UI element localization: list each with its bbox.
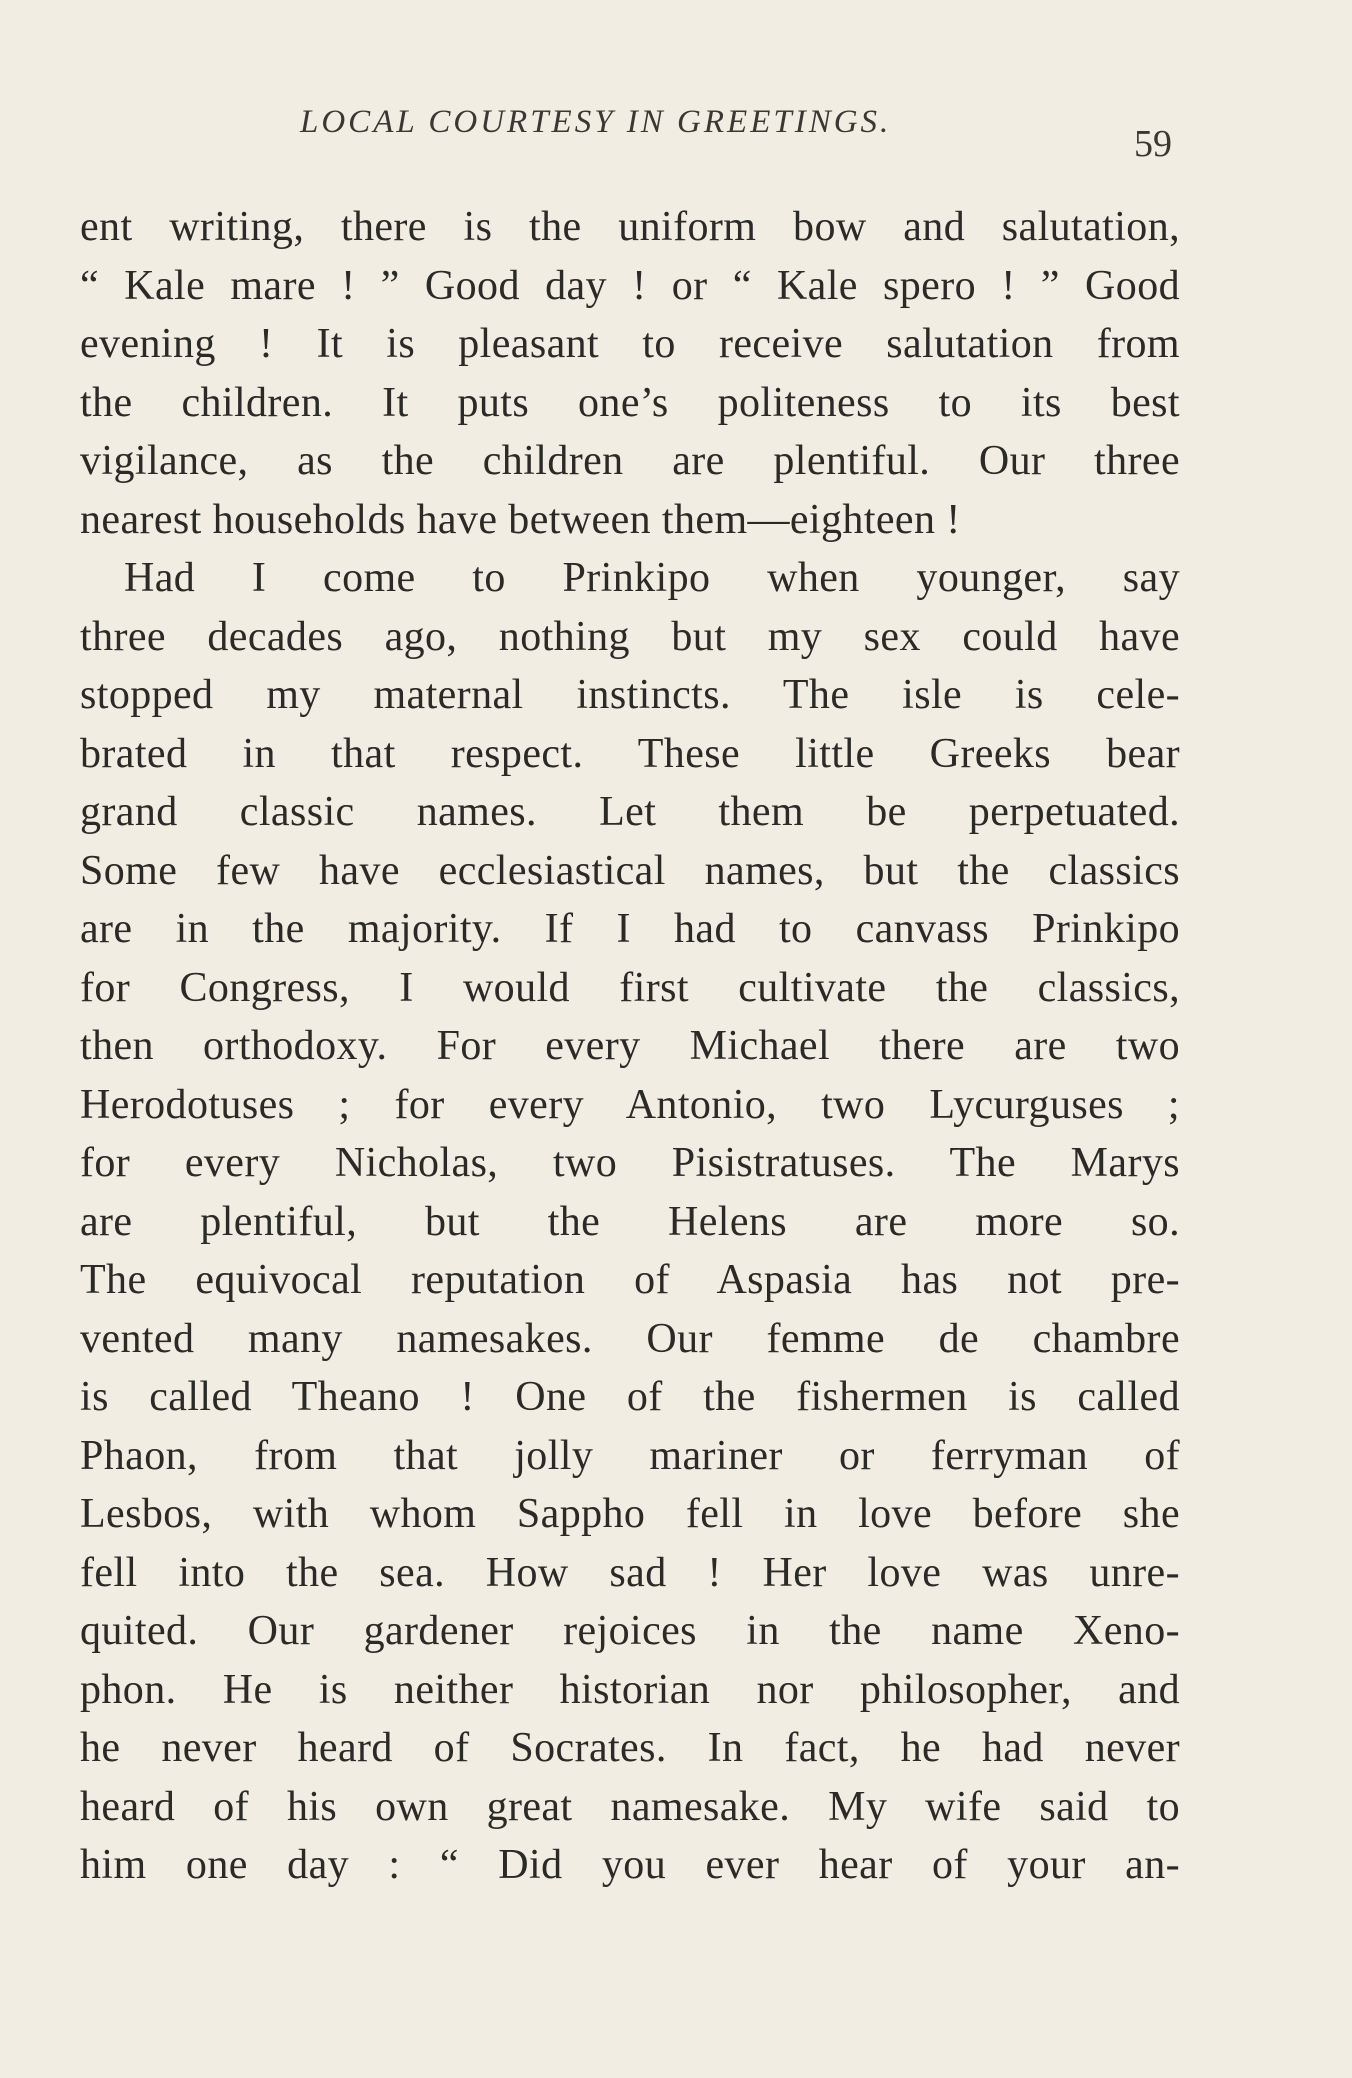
text-line-9: stopped my maternal instincts. The isle is cele- (80, 672, 1180, 718)
text-line-21: is called Theano ! One of the fishermen is called (80, 1374, 1180, 1420)
text-line-28: heard of his own great namesake. My wife said to (80, 1783, 1180, 1830)
text-line-18: are plentiful, but the Helens are more so. (80, 1198, 1180, 1245)
text-line-15: then orthodoxy. For every Michael there are two (80, 1023, 1180, 1069)
text-line-12: Some few have ecclesiastical names, but the classics (80, 847, 1180, 894)
text-line-29: him one day : “ Did you ever hear of your an- (80, 1842, 1180, 1888)
text-line-27: he never heard of Socrates. In fact, he had never (80, 1725, 1180, 1771)
text-line-26: phon. He is neither historian nor philosopher, and (80, 1666, 1180, 1713)
text-line-24: fell into the sea. How sad ! Her love was unre- (80, 1549, 1180, 1596)
text-line-14: for Congress, I would first cultivate the classics, (80, 964, 1180, 1011)
text-line-1: ent writing, there is the uniform bow and salutation, (80, 204, 1180, 250)
text-line-8: three decades ago, nothing but my sex could have (80, 613, 1180, 660)
text-line-7: Had I come to Prinkipo when younger, say (124, 555, 1180, 601)
body-text (80, 198, 1180, 1895)
text-line-17: for every Nicholas, two Pisistratuses. The Marys (80, 1140, 1180, 1186)
text-line-5: vigilance, as the children are plentiful. Our three (80, 438, 1180, 484)
text-line-4: the children. It puts one’s politeness to its best (80, 379, 1180, 426)
text-line-11: grand classic names. Let them be perpetuated. (80, 789, 1180, 835)
running-head: LOCAL COURTESY IN GREETINGS. (300, 104, 892, 140)
text-line-16: Herodotuses ; for every Antonio, two Lycurguses ; (80, 1081, 1180, 1128)
page-number: 59 (1134, 123, 1172, 165)
text-line-22: Phaon, from that jolly mariner or ferryman of (80, 1432, 1180, 1479)
text-line-2: “ Kale mare ! ” Good day ! or “ Kale spero ! ” Good (80, 262, 1180, 309)
text-line-20: vented many namesakes. Our femme de chambre (80, 1315, 1180, 1362)
text-line-19: The equivocal reputation of Aspasia has not pre- (80, 1257, 1180, 1303)
text-line-13: are in the majority. If I had to canvass Prinkipo (80, 906, 1180, 952)
text-line-23: Lesbos, with whom Sappho fell in love before she (80, 1491, 1180, 1537)
text-line-10: brated in that respect. These little Greeks bear (80, 730, 1180, 777)
text-line-6: nearest households have between them—eighteen ! (80, 496, 961, 543)
text-line-3: evening ! It is pleasant to receive salutation from (80, 321, 1180, 367)
text-line-25: quited. Our gardener rejoices in the name Xeno- (80, 1608, 1180, 1654)
